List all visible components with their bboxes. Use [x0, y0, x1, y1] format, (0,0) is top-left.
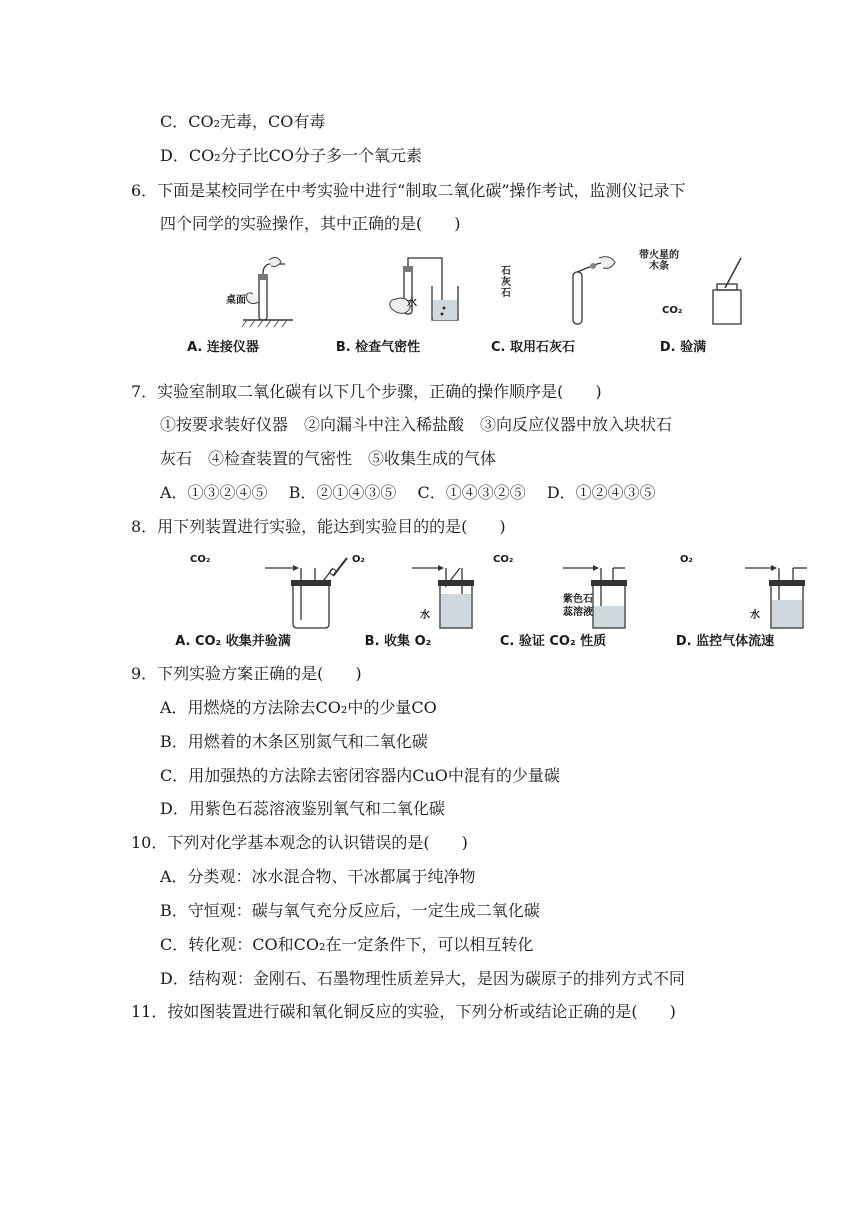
monitor-flow-drawing: [725, 550, 855, 630]
q8-figure-a: [158, 550, 308, 655]
q8-figure-row: [0, 550, 860, 655]
q10-option-d: D．结构观：金刚石、石墨物理性质差异大，是因为碳原子的排列方式不同: [160, 969, 685, 988]
desk-label: 桌面: [226, 295, 246, 306]
q8b-water-label: 水: [420, 610, 430, 621]
q8-figure-b: [338, 550, 458, 655]
q8-caption-c: C. 验证 CO₂ 性质: [499, 634, 607, 649]
check-full-drawing: [683, 250, 793, 330]
q10-option-b: B．守恒观：碳与氧气充分反应后，一定生成二氧化碳: [160, 901, 540, 920]
q9-option-d: D．用紫色石蕊溶液鉴别氧气和二氧化碳: [160, 799, 445, 818]
q6-stem-line1: 6．下面是某校同学在中考实验中进行“制取二氧化碳”操作考试，监测仪记录下: [131, 181, 686, 200]
q10-stem: 10．下列对化学基本观念的认识错误的是( ): [131, 833, 468, 852]
q11-stem: 11．按如图装置进行碳和氧化铜反应的实验，下列分析或结论正确的是( ): [131, 1002, 676, 1021]
q9-option-c: C．用加强热的方法除去密闭容器内CuO中混有的少量碳: [160, 766, 560, 785]
connect-apparatus-drawing: [223, 250, 333, 330]
q8-caption-d: D. 监控气体流速: [675, 634, 775, 649]
q6-caption-c: C. 取用石灰石: [490, 340, 575, 355]
q7-stem: 7．实验室制取二氧化碳有以下几个步骤，正确的操作顺序是( ): [131, 382, 602, 401]
q8a-gas-label: CO₂: [190, 554, 211, 565]
litmus-label-line1: 紫色石: [563, 594, 593, 605]
q8d-water-label: 水: [750, 610, 760, 621]
q7-steps-line1: ①按要求装好仪器 ②向漏斗中注入稀盐酸 ③向反应仪器中放入块状石: [160, 415, 673, 434]
q6-figure-c: [478, 250, 588, 360]
q6-figure-d: [628, 250, 738, 360]
q10-option-c: C．转化观：CO和CO₂在一定条件下，可以相互转化: [160, 935, 534, 954]
q6-caption-a: A. 连接仪器: [187, 340, 259, 355]
q6-caption-d: D. 验满: [659, 340, 707, 355]
q5-option-c: C．CO₂无毒，CO有毒: [160, 112, 326, 131]
q6-stem-line2: 四个同学的实验操作，其中正确的是( ): [160, 214, 461, 233]
q6-figure-b: [323, 250, 433, 360]
q8-figure-d: [660, 550, 790, 655]
q10-option-a: A．分类观：冰水混合物、干冰都属于纯净物: [160, 867, 476, 886]
water-label: 水: [407, 298, 417, 309]
take-limestone-drawing: [533, 250, 643, 330]
q8b-gas-label: O₂: [352, 554, 365, 565]
q9-option-b: B．用燃着的木条区别氮气和二氧化碳: [160, 732, 428, 751]
q9-stem: 9．下列实验方案正确的是( ): [131, 664, 362, 683]
glowing-splint-label: 带火星的木条: [639, 250, 679, 272]
q7-steps-line2: 灰石 ④检查装置的气密性 ⑤收集生成的气体: [160, 449, 497, 468]
q6-figure-a: [168, 250, 278, 360]
co2-bottle-label: CO₂: [662, 305, 683, 316]
q8-caption-b: B. 收集 O₂: [364, 634, 432, 649]
q8d-gas-label: O₂: [680, 554, 693, 565]
limestone-label: 石灰石: [501, 266, 511, 299]
q8-caption-a: A. CO₂ 收集并验满: [175, 634, 291, 649]
q6-figure-row: [0, 250, 860, 360]
q7-options: A．①③②④⑤ B．②①④③⑤ C．①④③②⑤ D．①②④③⑤: [160, 483, 656, 502]
litmus-label-line2: 蕊溶液: [563, 607, 593, 618]
q8-stem: 8．用下列装置进行实验，能达到实验目的的是( ): [131, 517, 506, 536]
q9-option-a: A．用燃烧的方法除去CO₂中的少量CO: [160, 698, 437, 717]
q8-figure-c: [483, 550, 623, 655]
airtightness-check-drawing: [378, 250, 488, 330]
q8c-gas-label: CO₂: [493, 554, 514, 565]
q6-caption-b: B. 检查气密性: [335, 340, 421, 355]
q5-option-d: D．CO₂分子比CO分子多一个氧元素: [160, 146, 422, 165]
